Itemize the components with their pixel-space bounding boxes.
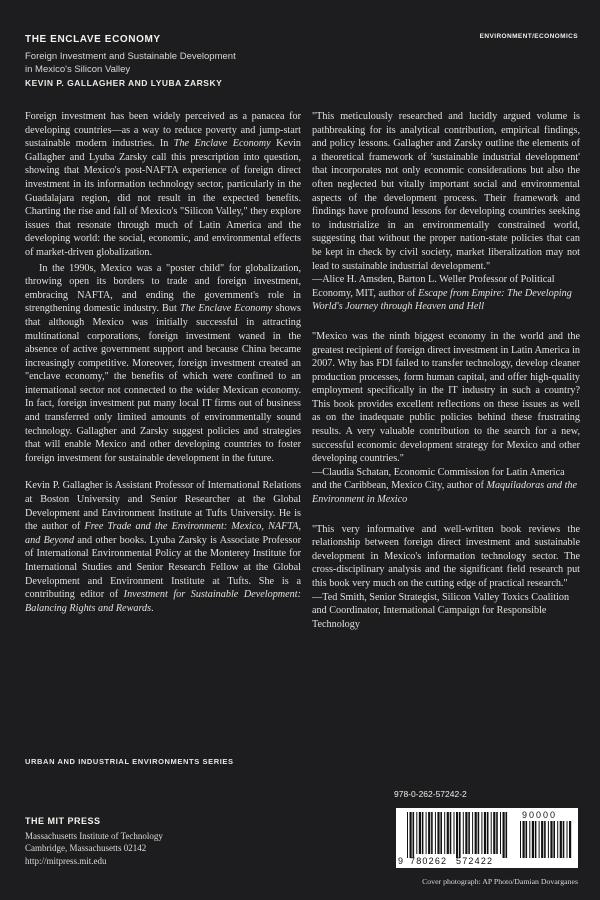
endorsement-attribution [312, 466, 580, 507]
publisher-line-1: Massachusetts Institute of Technology [25, 830, 163, 841]
barcode-bar [481, 812, 482, 854]
barcode-bar [416, 812, 417, 854]
endorsement-attribution [312, 273, 580, 314]
isbn-text: 978-0-262-57242-2 [394, 789, 467, 799]
book-subtitle [25, 50, 405, 76]
barcode-bar [456, 812, 458, 858]
category-label: ENVIRONMENT/ECONOMICS [479, 33, 578, 40]
barcode-bar [478, 812, 480, 854]
barcode-bar [526, 821, 528, 858]
attribution-book-title: Escape from Empire: The Developing World's Journey through Heaven and Hell [312, 287, 572, 313]
barcode-bar [523, 821, 525, 858]
barcode-bar [413, 812, 415, 858]
author-bio [25, 479, 301, 615]
description-paragraph-1 [25, 110, 301, 260]
barcode-bar [468, 812, 470, 854]
barcode-bar [428, 812, 430, 854]
endorsement-attribution [312, 591, 580, 632]
endorsement-3 [312, 523, 580, 632]
barcode-bar [539, 821, 540, 858]
barcode-bar [563, 821, 565, 858]
bio-text-a: Kevin P. Gallagher is Assistant Professor of International Relations at Boston University and Senior Researcher at the Global Development and Environment Institute at Tufts University. He is the author of [25, 480, 301, 533]
description-p1-title: The Enclave Economy [173, 138, 271, 150]
attribution-text: —Alice H. Amsden, Barton L. Weller Professor of Political Economy, MIT, author of [312, 274, 555, 299]
description-p2-text-a: In the 1990s, Mexico was a "poster child" for globalization, throwing open its borders to trade and foreign investment, embracing NAFTA, and ending the government's role in strengthening domestic industry. But [25, 262, 301, 315]
book-authors: KEVIN P. GALLAGHER AND LYUBA ZARSKY [25, 78, 223, 88]
barcode-bar [557, 821, 558, 858]
barcode-bar [444, 812, 445, 854]
barcode-bar [496, 812, 498, 854]
barcode-bar [493, 812, 495, 854]
publisher-url: http://mitpress.mit.edu [25, 855, 107, 866]
barcode-bar [520, 821, 521, 858]
description-column [25, 110, 301, 615]
barcode-bar [535, 821, 537, 858]
barcode-bar [532, 821, 534, 858]
endorsement-quote: "This meticulously researched and lucidly argued volume is pathbreaking for its analytical contribution, empirical findings, and policy lessons. Gallagher and Zarsky outline the elements of a theoretical framework of 'sustainable industrial development' that incorporates not only economic considerations but also the often neglected but vitally important social and environmental aspects of the development process. Their framework and findings have profound lessons for developing countries seeking to industrialize in an environmentally constrained world, suggesting that without the proper nation-state policies that can be kept in check by civil society, market liberalization may not lead to sustainable industrial development." [312, 111, 580, 272]
barcode-bar [437, 812, 439, 854]
barcode-bar [440, 812, 442, 854]
barcode-bar [447, 812, 449, 854]
barcode-bars-main [407, 812, 507, 858]
barcode-bar [475, 812, 477, 854]
title-block [25, 34, 405, 88]
barcode-bars-addon [520, 821, 571, 858]
cover-credit: Cover photograph: AP Photo/Damian Dovarganes [422, 877, 578, 886]
endorsement-quote: "Mexico was the ninth biggest economy in the world and the greatest recipient of foreign direct investment in Latin America in 2007. Why has FDI failed to transfer technology, develop cleaner production processes, form human capital, and offer high-quality employment specifically in the IT industry in such a country? This book provides excellent reflections on these issues as well as on the inadequate public policies behind these frustrating results. A very valuable contribution to the search for a new, successful economic development strategy for Mexico and other developing countries." [312, 330, 580, 465]
subtitle-line-1: Foreign Investment and Sustainable Development [25, 51, 236, 62]
barcode-bar [503, 812, 505, 858]
barcode-bar [410, 812, 412, 858]
bio-text-c: . [151, 602, 154, 614]
barcode-digits-group-1: 780262 [410, 856, 448, 866]
attribution-text: —Ted Smith, Senior Strategist, Silicon Valley Toxics Coalition and Coordinator, International Campaign for Responsible Technology [312, 591, 570, 630]
endorsement-1 [312, 110, 580, 314]
endorsement-quote: "This very informative and well-written book reviews the relationship between foreign direct investment and sustainable development in Mexico's information technology sector. The cross-disciplinary analysis and the significant field research put this book very much on the cutting edge of practical research." [312, 523, 580, 589]
book-title: THE ENCLAVE ECONOMY [25, 34, 161, 45]
barcode-bar [472, 812, 473, 854]
barcode-bar [435, 812, 436, 854]
publisher-block [25, 815, 163, 867]
barcode-digits-group-2: 572422 [456, 856, 494, 866]
bio-text-b: and other books. Lyuba Zarsky is Associate Professor of International Environmental Policy at the Monterey Institute for International Studies and Senior Research Fellow at the Global Development and Environment Institute at Tufts. She is a contributing editor of [25, 534, 301, 601]
barcode-bar [431, 812, 433, 854]
barcode-bar [569, 821, 571, 858]
barcode-bar [550, 821, 552, 858]
barcode-bar [529, 821, 530, 858]
barcode-bar [544, 821, 546, 858]
barcode-price-code: 90000 [522, 810, 558, 820]
barcode-bar [487, 812, 489, 854]
subtitle-line-2: in Mexico's Silicon Valley [25, 64, 131, 75]
bio-book-title-2: Investment for Sustainable Development: Balancing Rights and Rewards [25, 589, 301, 614]
barcode-bar [484, 812, 486, 854]
barcode [396, 808, 578, 868]
barcode-bar [426, 812, 427, 854]
barcode-bar [422, 812, 424, 854]
barcode-bar [454, 812, 455, 854]
barcode-bar [560, 821, 562, 858]
publisher-name: THE MIT PRESS [25, 816, 101, 826]
barcode-bar [491, 812, 492, 854]
barcode-graphic [396, 808, 578, 868]
barcode-bar [567, 821, 568, 858]
barcode-bar [548, 821, 549, 858]
description-p1-text-a: Foreign investment has been widely perceived as a panacea for developing countries—as a way to reduce poverty and jump-start sustainable modern industries. In [25, 111, 301, 150]
endorsement-2 [312, 330, 580, 507]
description-p1-text-b: Kevin Gallagher and Lyuba Zarsky call this prescription into question, showing that Mexico's post-NAFTA experience of foreign direct investment in its information technology sector, particularly in the Guadalajara region, did not result in the expected benefits. Charting the rise and fall of Mexico's "Silicon Valley," they explore issues that resonate through much of Latin America and the developing world: the social, economic, and environmental effects of market-driven globalization. [25, 138, 301, 258]
barcode-bar [450, 812, 452, 854]
description-p2-text-b: shows that although Mexico was initially successful in attracting multinational corporations, foreign investment waned in the absence of active government support and because China became increasingly competitive. Moreover, foreign investment created an "enclave economy," the benefits of which were confined to an international sector not connected to the wider Mexican economy. In fact, foreign investment put many local IT firms out of business and transferred only limited amounts of environmentally sound technology. Gallagher and Zarsky suggest policies and strategies that will enable Mexico and other developing countries to foster foreign investment for sustainable development in the future. [25, 303, 301, 464]
description-paragraph-2 [25, 262, 301, 466]
barcode-bar [407, 812, 408, 858]
publisher-line-2: Cambridge, Massachusetts 02142 [25, 843, 147, 853]
attribution-text: —Claudia Schatan, Economic Commission for Latin America and the Caribbean, Mexico City, author of [312, 466, 565, 492]
endorsements-column [312, 110, 580, 647]
attribution-book-title: Maquiladoras and the Environment in Mexico [312, 480, 578, 506]
bio-book-title-1: Free Trade and the Environment: Mexico, NAFTA, and Beyond [25, 521, 301, 546]
barcode-bar [541, 821, 543, 858]
barcode-bar [553, 821, 555, 858]
barcode-bar [419, 812, 421, 854]
barcode-bar [459, 812, 461, 858]
series-label: URBAN AND INDUSTRIAL ENVIRONMENTS SERIES [25, 757, 234, 766]
barcode-bar [463, 812, 464, 854]
description-p2-title: The Enclave Economy [179, 303, 273, 315]
barcode-lead-digit: 9 [398, 856, 404, 866]
barcode-bar [465, 812, 467, 854]
barcode-bar [506, 812, 508, 858]
barcode-bar [500, 812, 501, 854]
